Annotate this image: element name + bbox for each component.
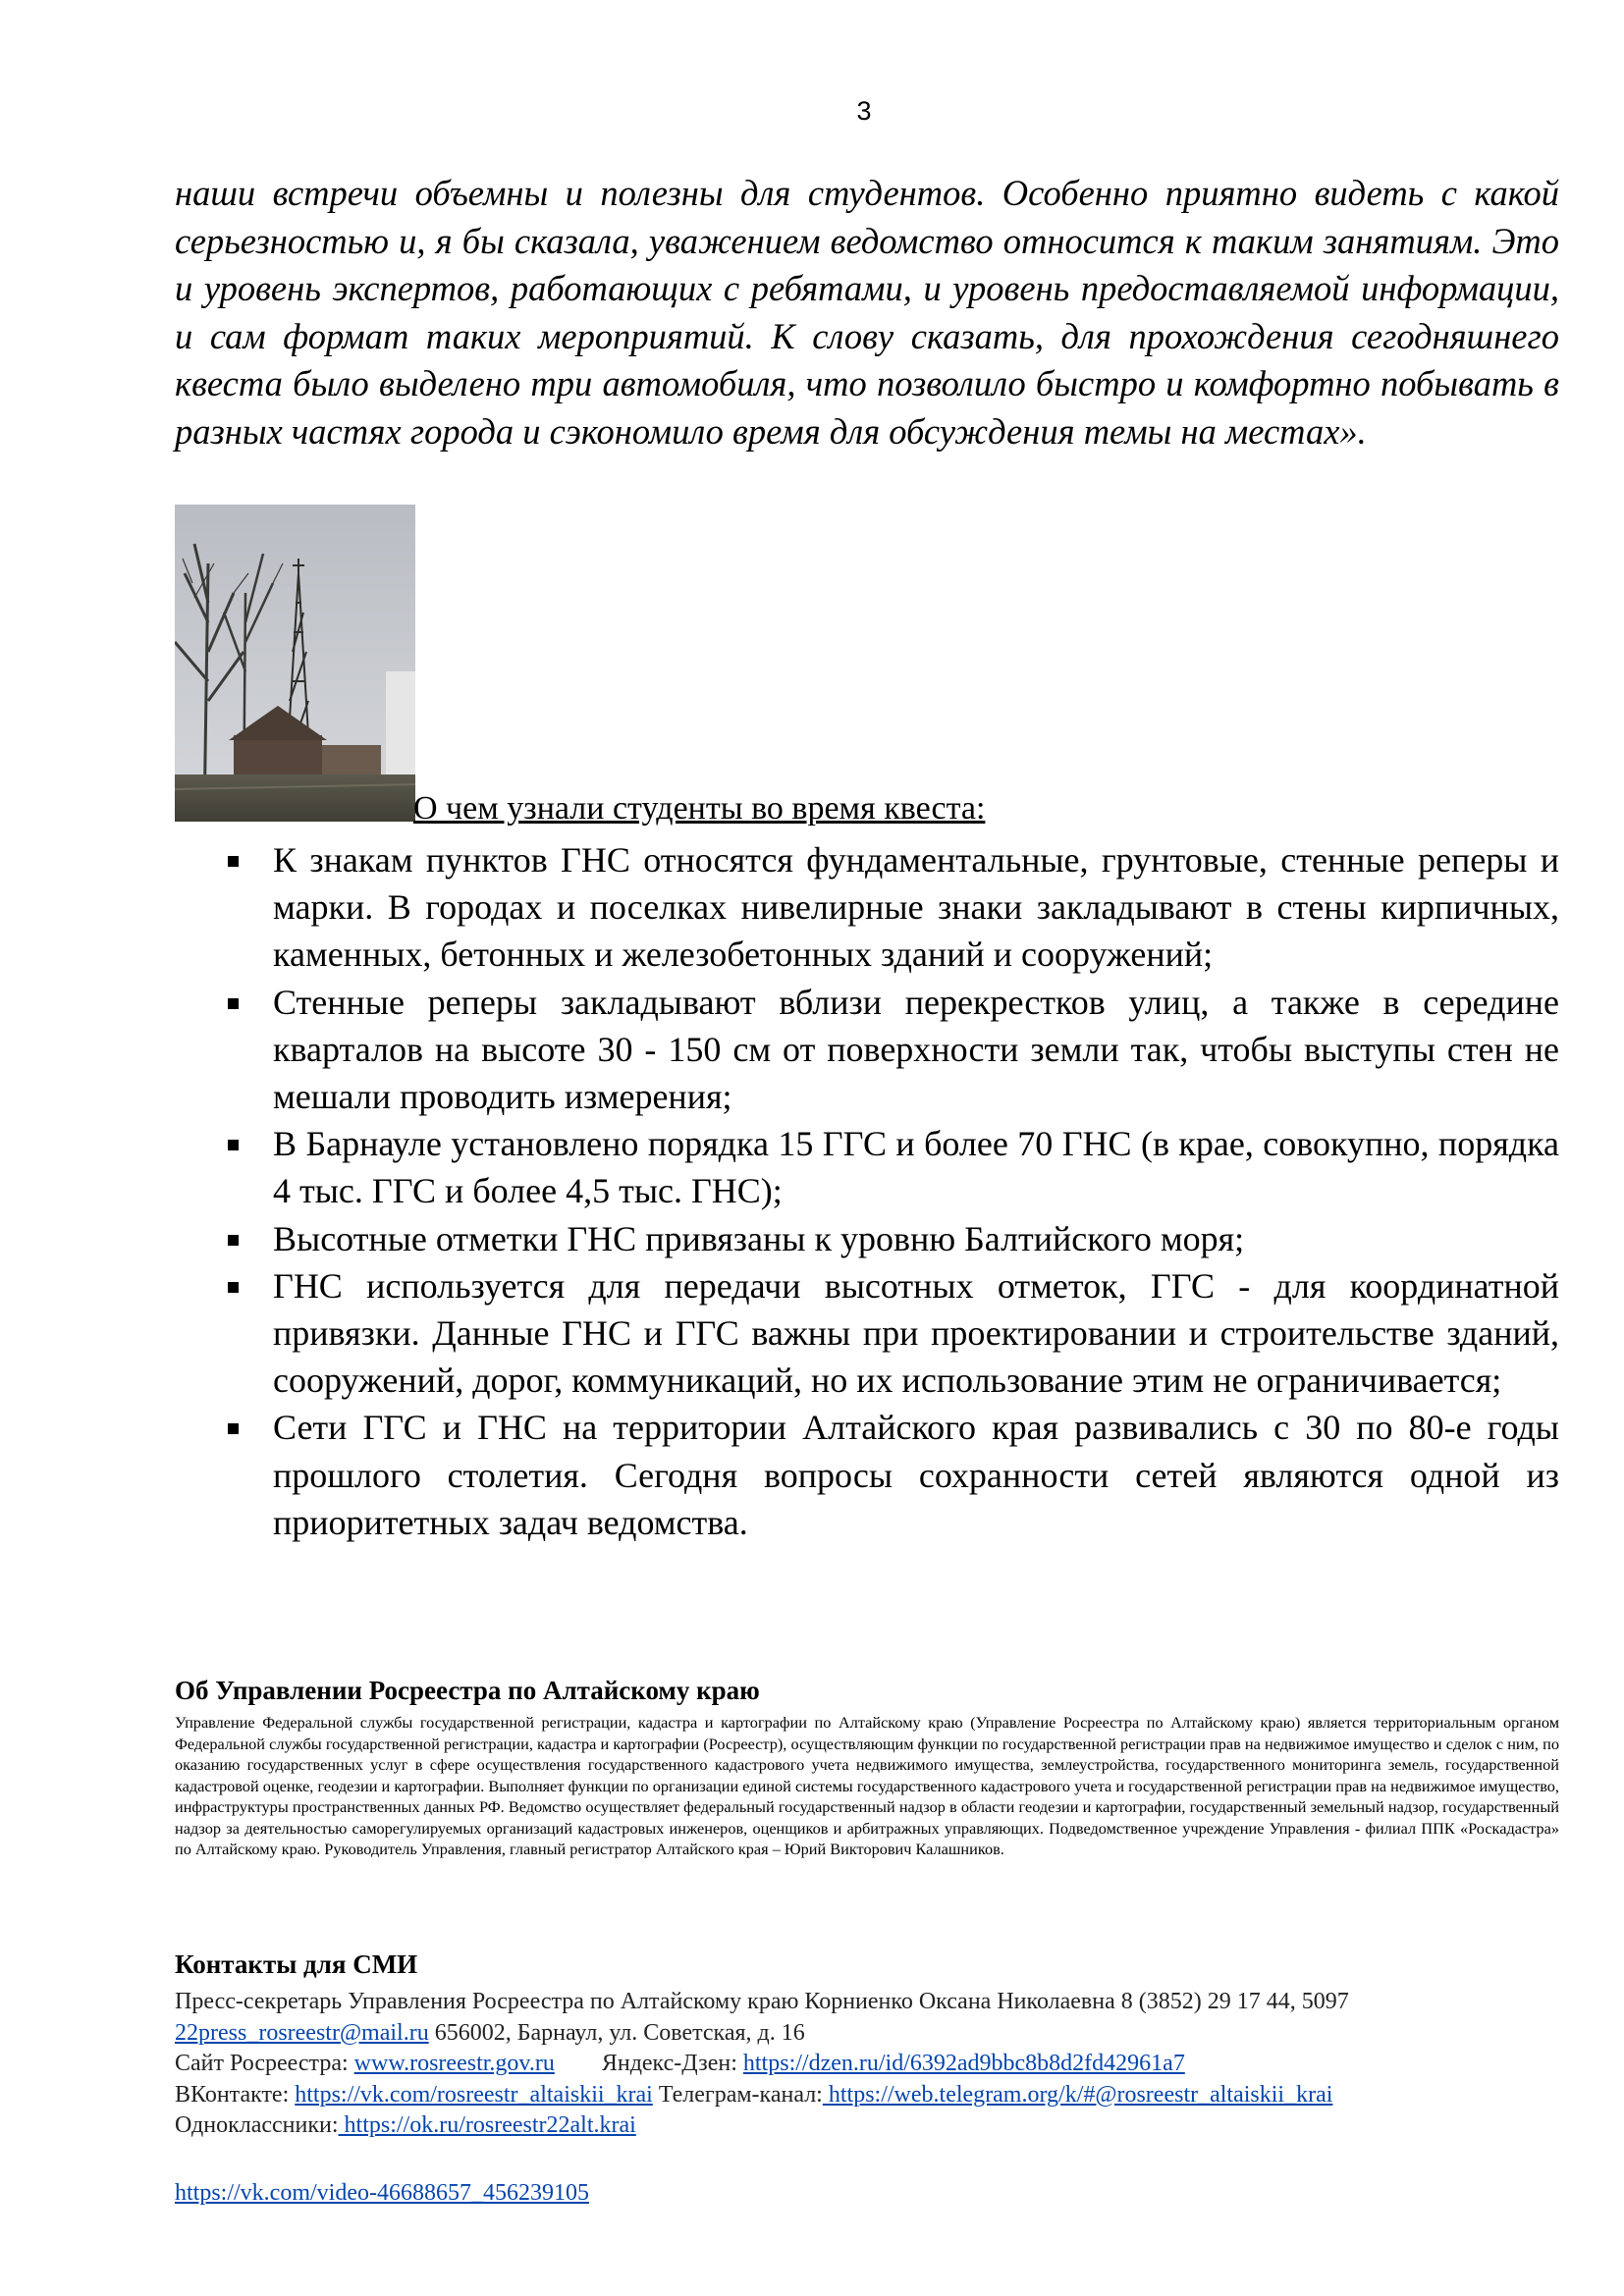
telegram-link[interactable]: https://web.telegram.org/k/#@rosreestr_altaiskii_krai [822, 2081, 1333, 2108]
contacts-block [175, 1987, 1589, 2142]
about-title: Об Управлении Росреестра по Алтайскому краю [175, 1676, 760, 1705]
dzen-link[interactable]: https://dzen.ru/id/6392ad9bbc8b8d2fd42961a7 [742, 2051, 1185, 2076]
telegram-label: Телеграм-канал: [652, 2081, 823, 2108]
list-item: В Барнауле установлено порядка 15 ГГС и более 70 ГНС (в крае, совокупно, порядка 4 тыс. ГГС и более 4,5 тыс. ГНС); [273, 1120, 1559, 1214]
ok-line [175, 2110, 1589, 2142]
list-item: Высотные отметки ГНС привязаны к уровню Балтийского моря; [273, 1215, 1559, 1262]
email-link[interactable]: 22press_rosreestr@mail.ru [175, 2019, 429, 2046]
press-secretary-line: Пресс-секретарь Управления Росреестра по Алтайскому краю Корниенко Оксана Николаевна 8 (3852) 29 17 44, 5097 [175, 1989, 1349, 2014]
list-item: К знакам пунктов ГНС относятся фундаментальные, грунтовые, стенные реперы и марки. В городах и поселках нивелирные знаки закладывают в стены кирпичных, каменных, бетонных и железобетонных зданий и сооружений; [273, 836, 1559, 979]
page-number: 3 [856, 96, 872, 126]
email-address-line [175, 2018, 1589, 2050]
site-line [175, 2049, 1589, 2080]
ok-label: Одноклассники: [175, 2112, 339, 2138]
learned-heading: О чем узнали студенты во время квеста: [413, 790, 986, 827]
site-label: Сайт Росреестра: [175, 2051, 354, 2076]
list-item: ГНС используется для передачи высотных отметок, ГГС - для координатной привязки. Данные ГНС и ГГС важны при проектировании и строительстве зданий, сооружений, дорог, коммуникаций, но их использование этим не ограничивается; [273, 1262, 1559, 1405]
vk-label: ВКонтакте: [175, 2081, 296, 2108]
social-line [175, 2080, 1589, 2111]
list-item: Стенные реперы закладывают вблизи перекрестков улиц, а также в середине кварталов на высоте 30 - 150 см от поверхности земли так, чтобы выступы стен не мешали проводить измерения; [273, 979, 1559, 1121]
vk-link[interactable]: https://vk.com/rosreestr_altaiskii_krai [295, 2081, 653, 2108]
geodetic-tower-photo [175, 505, 415, 822]
site-link[interactable]: www.rosreestr.gov.ru [353, 2051, 555, 2076]
dzen-label: Яндекс-Дзен: [601, 2051, 743, 2076]
quote-paragraph: наши встречи объемны и полезны для студентов. Особенно приятно видеть с какой серьезностью и, я бы сказала, уважением ведомство относится к таким занятиям. Это и уровень экспертов, работающих с ребятами, и уровень предоставляемой информации, и сам формат таких мероприятий. К слову сказать, для прохождения сегодняшнего квеста было выделено три автомобиля, что позволило быстро и комфортно побывать в разных частях города и сэкономило время для обсуждения темы на местах». [175, 173, 1559, 452]
video-link[interactable]: https://vk.com/video-46688657_456239105 [175, 2180, 589, 2206]
address-text: 656002, Барнаул, ул. Советская, д. 16 [428, 2019, 805, 2046]
about-body: Управление Федеральной службы государственной регистрации, кадастра и картографии по Алтайскому краю (Управление Росреестра по Алтайскому краю) является территориальным органом Федеральной службы государственной регистрации, кадастра и картографии (Росреестр), осуществляющим функции по государственной регистрации прав на недвижимое имущество и сделок с ним, по оказанию государственных услуг в сфере осуществления государственного кадастрового учета недвижимого имущества, землеустройства, государственного мониторинга земель, государственной кадастровой оценке, геодезии и картографии. Выполняет функции по организации единой системы государственного кадастрового учета и государственной регистрации прав на недвижимое имущество, инфраструктуры пространственных данных РФ. Ведомство осуществляет федеральный государственный надзор в области геодезии и картографии, государственный земельный надзор, государственный надзор за деятельностью саморегулируемых организаций кадастровых инженеров, оценщиков и арбитражных управляющих. Подведомственное учреждение Управления - филиал ППК «Роскадастра» по Алтайскому краю. Руководитель Управления, главный регистратор Алтайского края – Юрий Викторович Калашников. [175, 1713, 1559, 1858]
ok-link[interactable]: https://ok.ru/rosreestr22alt.krai [338, 2112, 636, 2138]
list-item: Сети ГГС и ГНС на территории Алтайского края развивались с 30 по 80-е годы прошлого столетия. Сегодня вопросы сохранности сетей являются одной из приоритетных задач ведомства. [273, 1404, 1559, 1546]
contacts-title: Контакты для СМИ [175, 1949, 418, 1979]
facts-list [273, 836, 1559, 1546]
